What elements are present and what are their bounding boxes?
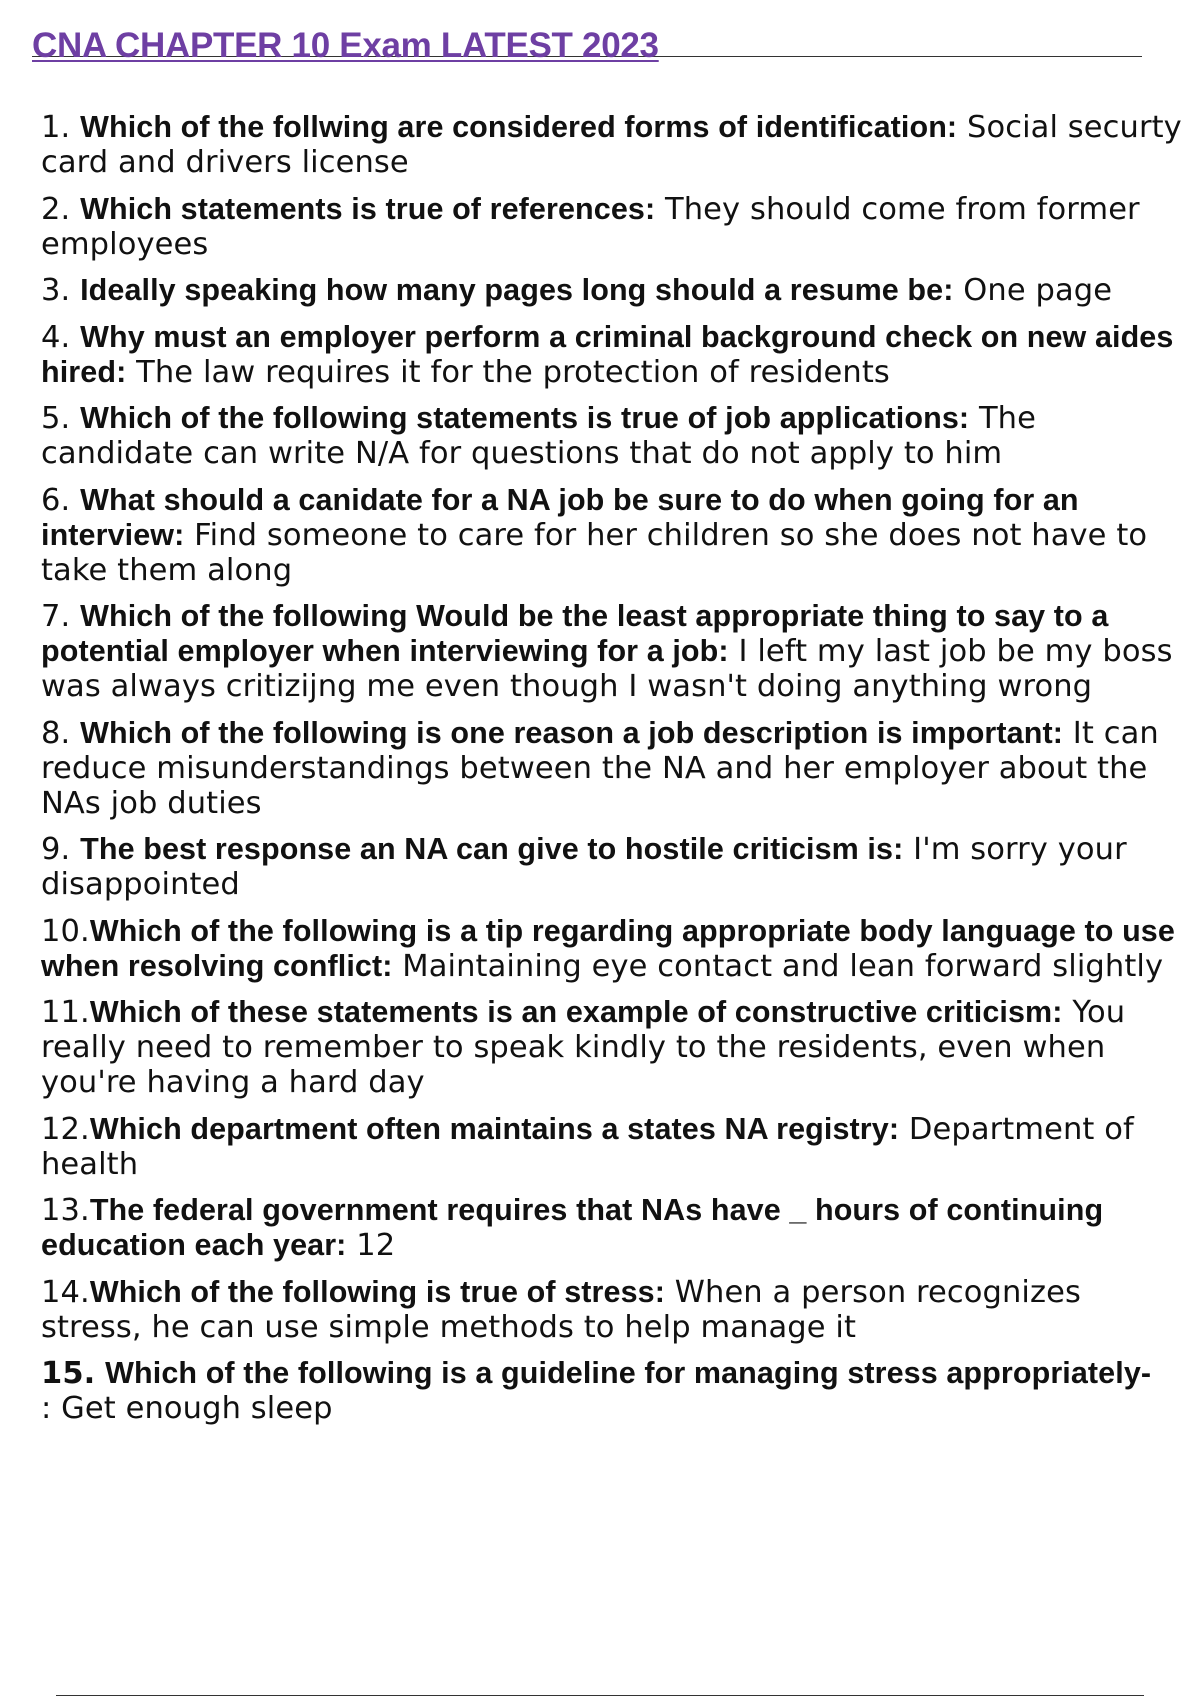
answer-text: It can reduce misunderstandings between the NA and her employer about the NAs job duties	[41, 715, 1159, 821]
item-number: 10.	[41, 913, 90, 949]
item-number: 8.	[41, 715, 71, 751]
item-number: 5.	[41, 401, 71, 436]
qa-item-11	[41, 995, 1191, 1100]
answer-text: Social securty card and drivers license	[41, 110, 1182, 180]
item-number: 6.	[41, 482, 71, 518]
question-text: Why must an employer perform a criminal background check on new aides hired:	[41, 319, 1174, 389]
question-list	[41, 110, 1191, 1438]
item-number: 4.	[41, 319, 71, 355]
question-text: The best response an NA can give to hostile criticism is:	[80, 832, 904, 866]
item-number: 7.	[41, 599, 71, 634]
answer-text: 12	[356, 1228, 396, 1263]
qa-item-6	[41, 483, 1191, 588]
answer-text: One page	[963, 273, 1113, 308]
page-title: CNA CHAPTER 10 Exam LATEST 2023	[32, 26, 659, 65]
qa-item-1	[41, 110, 1191, 180]
item-number: 9.	[41, 832, 71, 867]
question-text: The federal government requires that NAs have _ hours of continuing education each year:	[41, 1193, 1104, 1262]
item-number: 3.	[41, 273, 71, 308]
question-text: Which of the following is a tip regarding appropriate body language to use when resolving conflict:	[41, 913, 1175, 983]
answer-text: Find someone to care for her children so she does not have to take them along	[41, 517, 1148, 588]
qa-item-13	[41, 1193, 1191, 1263]
header	[32, 26, 1142, 66]
qa-item-5	[41, 401, 1191, 471]
answer-text: I left my last job be my boss was always critizijng me even though I wasn't doing anything wrong	[41, 634, 1173, 704]
question-text: Which of the following is true of stress:	[89, 1274, 665, 1309]
question-text: Which of the following statements is true of job applications:	[80, 401, 970, 435]
question-text: Which department often maintains a states NA registry:	[89, 1111, 900, 1146]
qa-item-4	[41, 320, 1191, 390]
answer-text: When a person recognizes stress, he can use simple methods to help manage it	[41, 1274, 1081, 1345]
item-number: 15.	[41, 1356, 96, 1391]
item-number: 11.	[41, 995, 90, 1030]
question-text: Which of the following Would be the least appropriate thing to say to a potential employer when interviewing for a job:	[41, 599, 1109, 668]
question-text: Which of the following is a guideline for managing stress appropriately-	[105, 1356, 1152, 1390]
answer-text: I'm sorry your disappointed	[41, 832, 1127, 902]
item-number: 13.	[41, 1193, 90, 1228]
item-number: 12.	[41, 1111, 90, 1147]
answer-text: The law requires it for the protection of residents	[136, 354, 890, 390]
question-text: Which of these statements is an example of constructive criticism:	[89, 995, 1063, 1029]
qa-item-14	[41, 1275, 1191, 1345]
qa-item-3	[41, 273, 1191, 308]
item-number: 1.	[41, 110, 71, 145]
qa-item-8	[41, 716, 1191, 821]
answer-text: The candidate can write N/A for questions that do not apply to him	[41, 401, 1036, 471]
question-text: Ideally speaking how many pages long should a resume be:	[80, 273, 954, 307]
question-text: Which of the follwing are considered forms of identification:	[80, 110, 958, 144]
qa-item-15	[41, 1356, 1191, 1426]
item-number: 14.	[41, 1274, 90, 1310]
qa-item-10	[41, 914, 1191, 984]
qa-item-12	[41, 1112, 1191, 1182]
answer-text: Department of health	[41, 1111, 1134, 1182]
question-text: What should a canidate for a NA job be sure to do when going for an interview:	[41, 482, 1079, 552]
question-text: Which statements is true of references:	[80, 191, 656, 226]
question-text: Which of the following is one reason a job description is important:	[80, 715, 1063, 750]
answer-text: They should come from former employees	[41, 191, 1140, 262]
answer-text: You really need to remember to speak kindly to the residents, even when you're having a hard day	[41, 995, 1126, 1100]
qa-item-9	[41, 832, 1191, 902]
footer-rule	[56, 1695, 1144, 1696]
qa-item-2	[41, 192, 1191, 262]
qa-item-7	[41, 599, 1191, 704]
answer-text: Maintaining eye contact and lean forward slightly	[402, 948, 1164, 984]
answer-text: : Get enough sleep	[41, 1391, 333, 1426]
item-number: 2.	[41, 191, 71, 227]
